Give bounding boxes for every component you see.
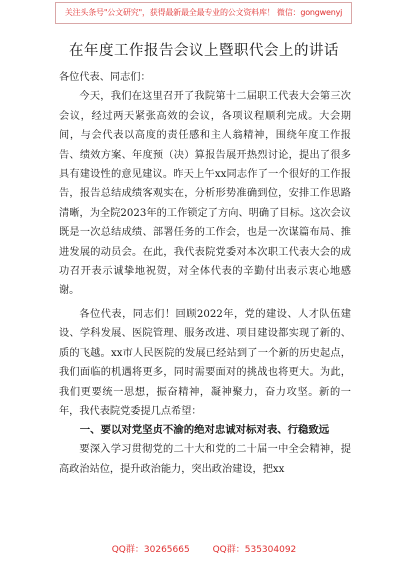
section-heading-1: 一、要以对党坚贞不渝的绝对忠诚对标对表、行稳致远: [79, 424, 330, 437]
salutation: 各位代表、同志们：: [59, 72, 151, 83]
document-title: 在年度工作报告会议上暨职代会上的讲话: [69, 43, 339, 59]
paragraph-2: 各位代表，同志们！回顾2022年，党的建设、人才队伍建设、学科发展、医院管理、服务改进、项目建设都实现了新的、质的飞越。xx市人民医院的发展已经站到了一个新的历史起点，我们面临的机遇将更多，同时需要面对的挑战也将更大。为此，我们更要统一思想，振奋精神，凝神聚力，奋力攻坚。新的一年，我代表院党委提几点希望：: [59, 308, 351, 417]
header-banner: 关注头条号"公文研究"，获得最新最全最专业的公文资料库！ 微信：gongwenyj: [55, 2, 352, 24]
paragraph-1: 今天，我们在这里召开了我院第十二届职工代表大会第三次会议，经过两天紧张高效的会议，各项议程顺利完成。大会期间，与会代表以高度的责任感和主人翁精神，围绕年度工作报告、绩效方案、年度预（决）算报告展开热烈讨论，提出了很多具有建设性的意见建议。昨天上午xx同志作了一个很好的工作报告，报告总结成绩客观实在，分析形势准确到位，安排工作思路清晰，为全院2023年的工作锁定了方向、明确了目标。这次会议既是一次总结成绩、部署任务的工作会，也是一次谋篇布局、推进发展的动员会。在此，我代表院党委对本次职工代表大会的成功召开表示诚挚地祝贺，对全体代表的辛勤付出表示衷心地感谢。: [59, 91, 351, 297]
footer-qq-group-2: QQ群：535304092: [212, 545, 297, 555]
footer-contacts: [0, 542, 408, 555]
paragraph-3: 要深入学习贯彻党的二十大和党的二十届一中全会精神，提高政治站位，提升政治能力，突出政治建设，把xx: [59, 444, 351, 475]
document-body: [59, 68, 351, 479]
footer-qq-group-1: QQ群：30265665: [111, 545, 190, 555]
